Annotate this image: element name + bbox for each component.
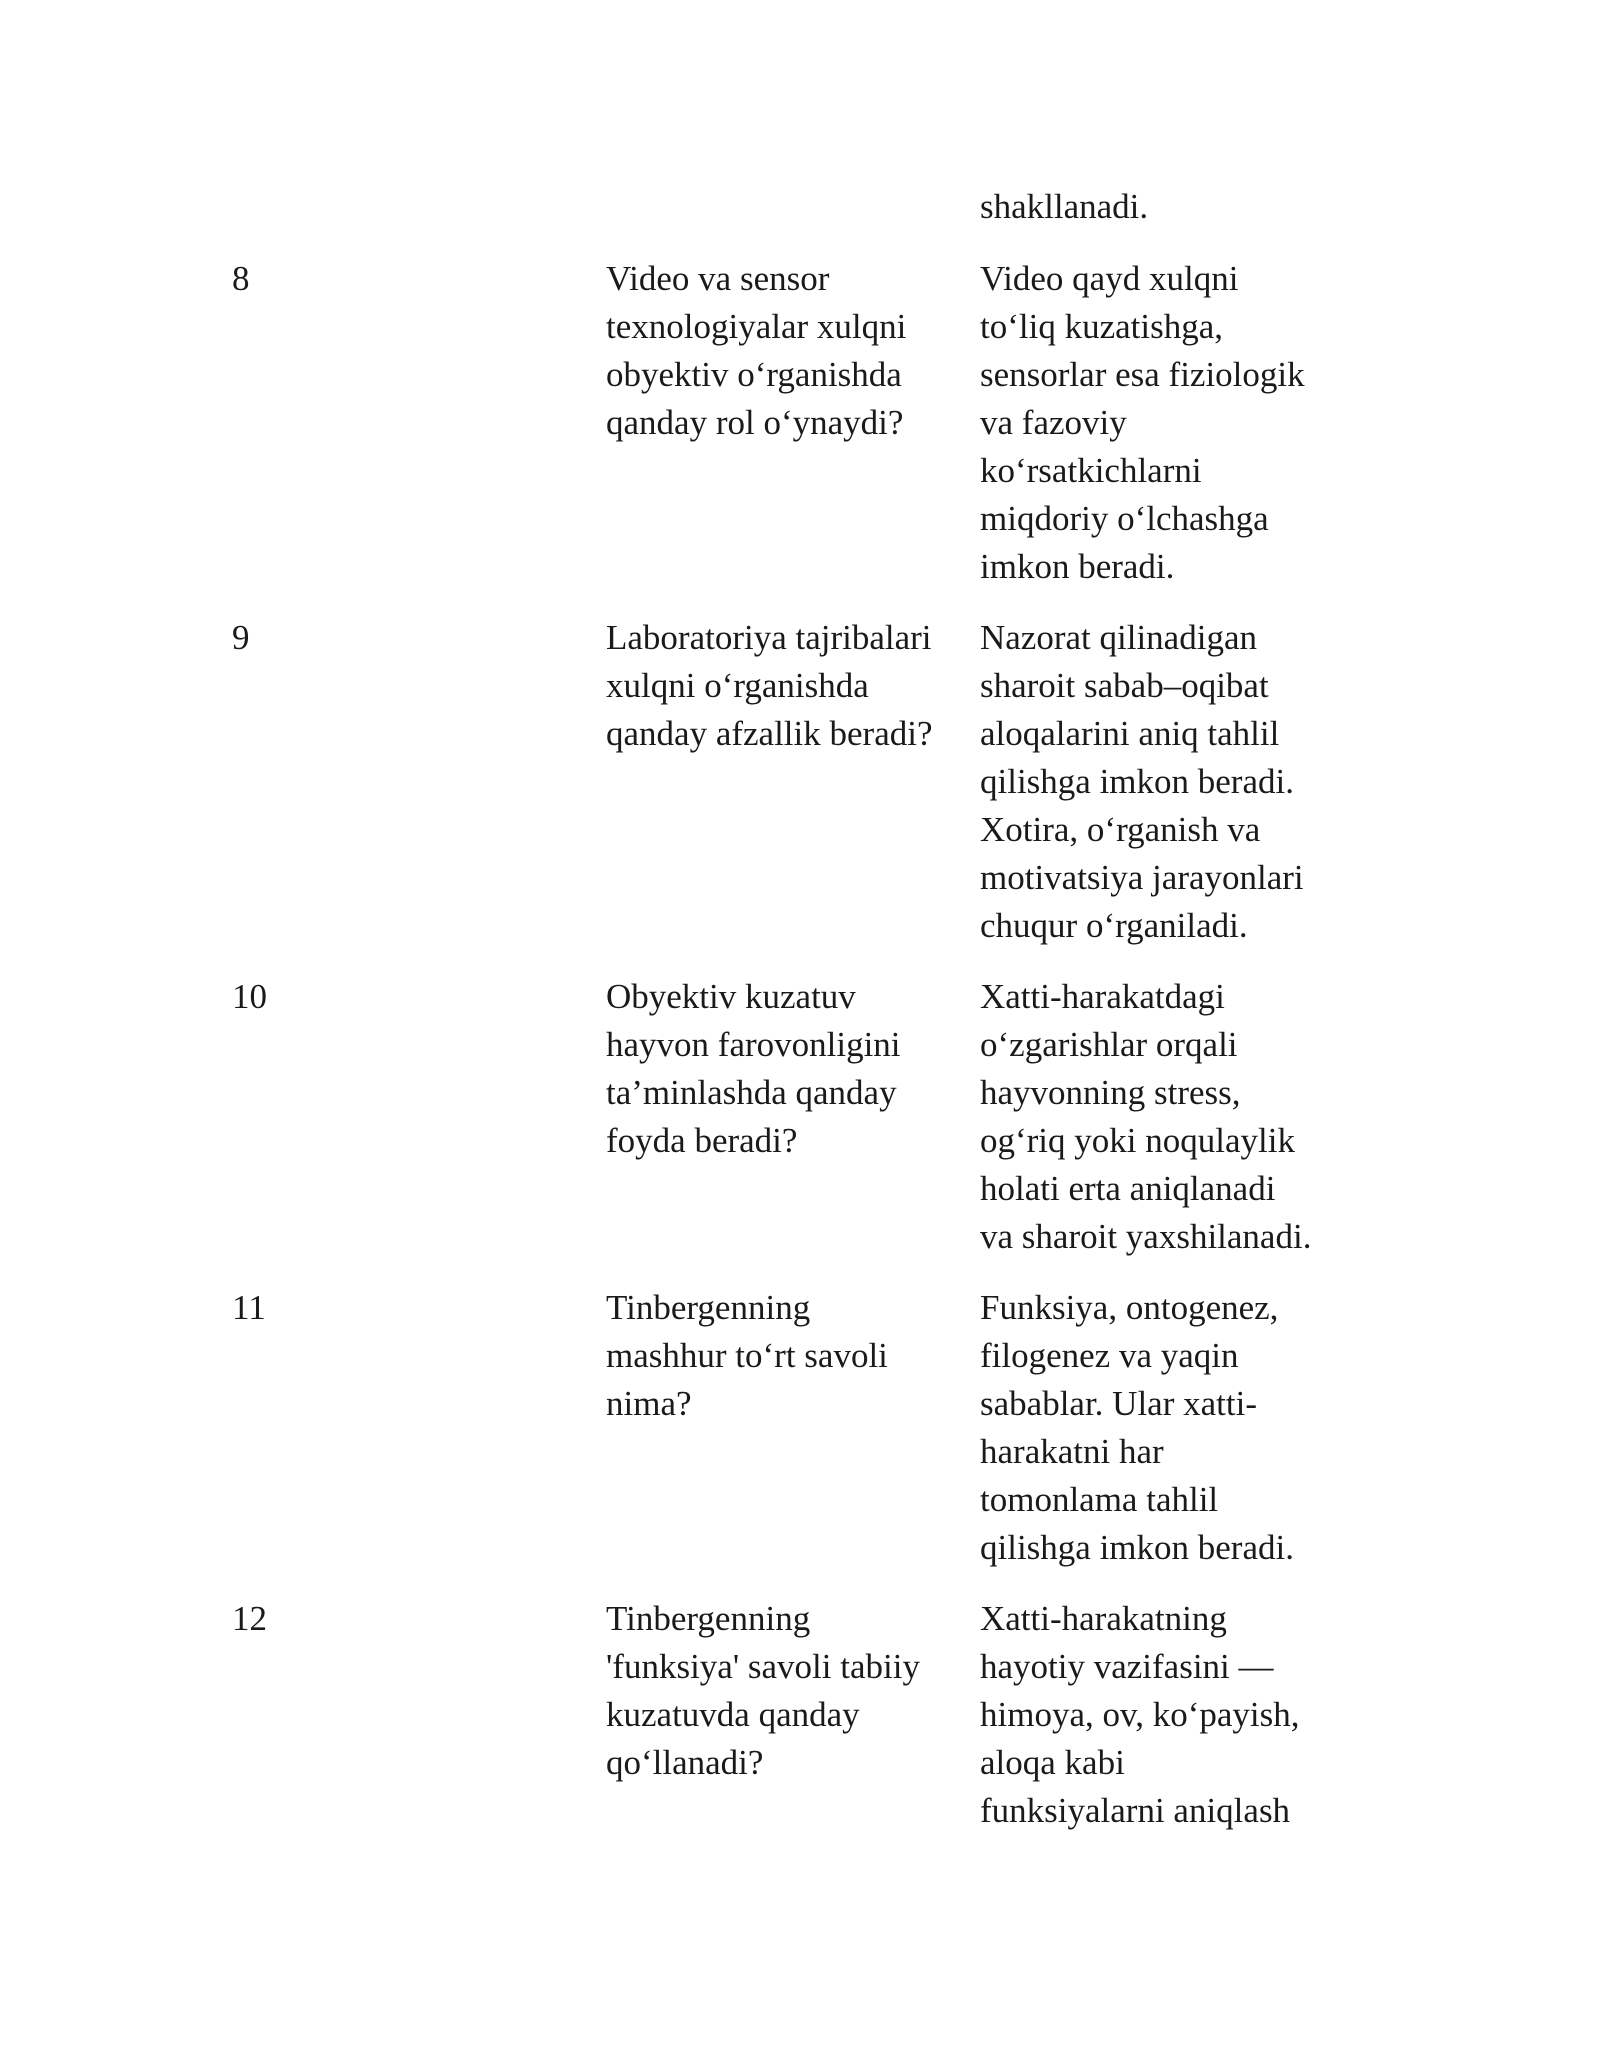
question-text: Video va sensor texnologiyalar xulqni obyektiv o‘rganishda qanday rol o‘ynaydi?: [606, 259, 907, 442]
row-number: 9: [232, 618, 250, 657]
question-text: Tinbergenning 'funksiya' savoli tabiiy kuzatuvda qanday qo‘llanadi?: [606, 1599, 920, 1782]
question-text: Obyektiv kuzatuv hayvon farovonligini ta’minlashda qanday foyda beradi?: [606, 977, 901, 1160]
answer-text: Nazorat qilinadigan sharoit sabab–oqibat aloqalarini aniq tahlil qilishga imkon beradi. Xotira, o‘rganish va motivatsiya jarayonlari chuqur o‘rganiladi.: [980, 618, 1304, 945]
question-text: Tinbergenning mashhur to‘rt savoli nima?: [606, 1288, 888, 1423]
continuation-text: shakllanadi.: [980, 187, 1149, 226]
answer-text: Xatti-harakatdagi o‘zgarishlar orqali hayvonning stress, og‘riq yoki noqulaylik holati erta aniqlanadi va sharoit yaxshilanadi.: [980, 977, 1312, 1256]
row-number: 11: [232, 1288, 266, 1327]
answer-text: Video qayd xulqni to‘liq kuzatishga, sensorlar esa fiziologik va fazoviy ko‘rsatkichlarni miqdoriy o‘lchashga imkon beradi.: [980, 259, 1305, 586]
row-number: 12: [232, 1599, 267, 1638]
row-number: 10: [232, 977, 267, 1016]
answer-text: Xatti-harakatning hayotiy vazifasini — himoya, ov, ko‘payish, aloqa kabi funksiyalarni aniqlash: [980, 1599, 1300, 1830]
row-number: 8: [232, 259, 250, 298]
answer-text: Funksiya, ontogenez, filogenez va yaqin sabablar. Ular xatti- harakatni har tomonlama tahlil qilishga imkon beradi.: [980, 1288, 1294, 1567]
question-text: Laboratoriya tajribalari xulqni o‘rganishda qanday afzallik beradi?: [606, 618, 933, 753]
